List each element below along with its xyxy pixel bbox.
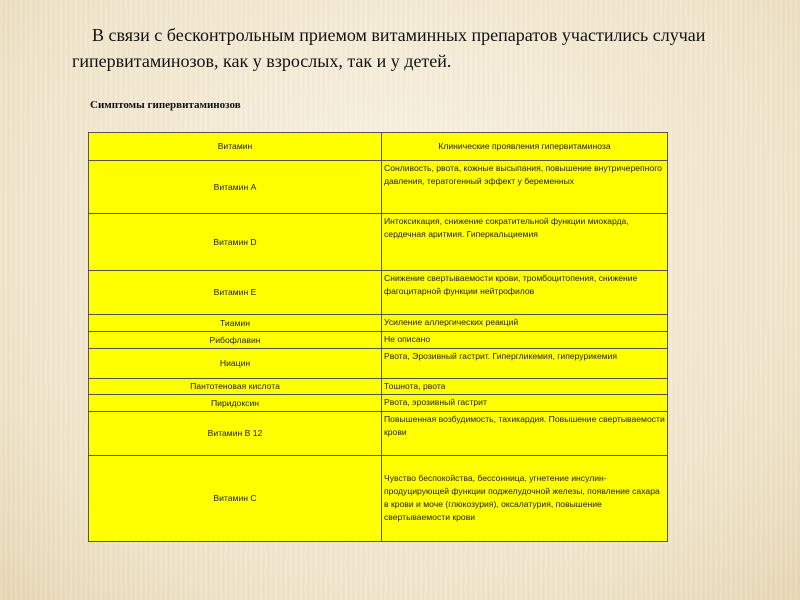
intro-paragraph: В связи с бесконтрольным приемом витаминных препаратов участились случаи гипервитаминозов, как у взрослых, так и у детей. [72, 25, 706, 71]
table-row [89, 271, 668, 315]
vitamin-cell: Витамин D [89, 214, 382, 271]
table-row [89, 456, 668, 542]
vitamin-cell: Тиамин [89, 315, 382, 332]
vitamin-cell: Пантотеновая кислота [89, 379, 382, 395]
header-manifestations: Клинические проявления гипервитаминоза [382, 133, 668, 161]
table-row [89, 315, 668, 332]
table-header-row [89, 133, 668, 161]
vitamin-cell: Ниацин [89, 349, 382, 379]
table-row [89, 332, 668, 349]
table-row [89, 412, 668, 456]
symptoms-cell: Снижение свертываемости крови, тромбоцитопения, снижение фагоцитарной функции нейтрофилов [382, 271, 668, 315]
table-row [89, 214, 668, 271]
symptoms-cell: Чувство беспокойства, бессонница, угнетение инсулин-продуцирующей функции поджелудочной железы, появление сахара в крови и моче (глюкозурия), оксалатурия, повышение свертываемости крови [382, 456, 668, 542]
vitamin-cell: Витамин Е [89, 271, 382, 315]
vitamin-cell: Витамин В 12 [89, 412, 382, 456]
vitamin-cell: Витамин С [89, 456, 382, 542]
symptoms-cell: Повышенная возбудимость, тахикардия. Повышение свертываемости крови [382, 412, 668, 456]
header-vitamin: Витамин [89, 133, 382, 161]
symptoms-cell: Интоксикация, снижение сократительной функции миокарда, сердечная аритмия. Гиперкальциемия [382, 214, 668, 271]
symptoms-cell: Рвота, Эрозивный гастрит. Гипергликемия, гиперурикемия [382, 349, 668, 379]
vitamin-cell: Витамин А [89, 161, 382, 214]
symptoms-cell: Сонливость, рвота, кожные высыпания, повышение внутричерепного давления, тератогенный эффект у беременных [382, 161, 668, 214]
table-row [89, 379, 668, 395]
vitamin-cell: Рибофлавин [89, 332, 382, 349]
symptoms-cell: Не описано [382, 332, 668, 349]
table-row [89, 161, 668, 214]
vitamin-cell: Пиридоксин [89, 395, 382, 412]
symptoms-cell: Усиление аллергических реакций [382, 315, 668, 332]
symptoms-cell: Рвота, эрозивный гастрит [382, 395, 668, 412]
hypervitaminosis-table [88, 132, 668, 542]
symptoms-cell: Тошнота, рвота [382, 379, 668, 395]
table-row [89, 349, 668, 379]
table-row [89, 395, 668, 412]
table-title: Симптомы гипервитаминозов [90, 99, 241, 111]
